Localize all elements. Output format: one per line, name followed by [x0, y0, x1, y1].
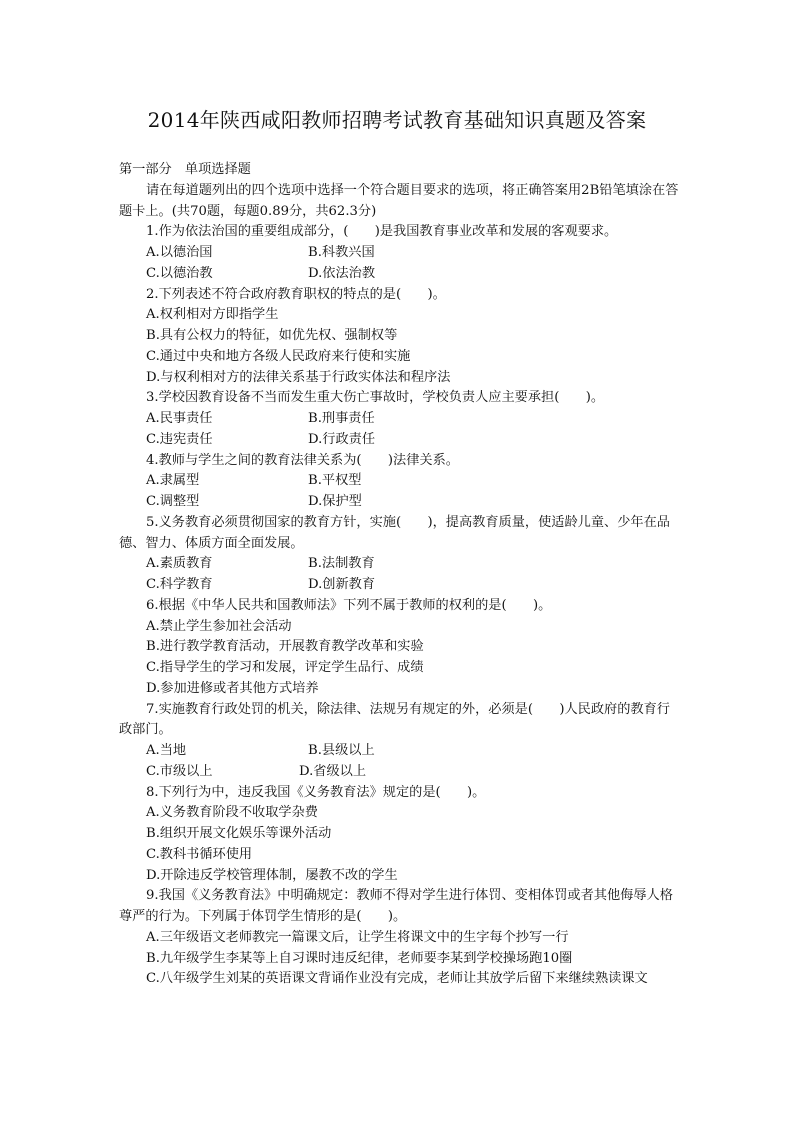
option: B.组织开展文化娱乐等课外活动	[146, 826, 332, 841]
option-row	[119, 762, 679, 783]
option: B.县级以上	[308, 743, 375, 758]
option: B.进行教学教育活动，开展教育教学改革和实验	[146, 639, 424, 655]
option: D.参加进修或者其他方式培养	[146, 680, 319, 696]
exam-content	[119, 160, 679, 990]
option: A.权利相对方即指学生	[146, 307, 279, 323]
question-stem: 4.教师与学生之间的教育法律关系为( )法律关系。	[146, 452, 459, 468]
option-row	[119, 264, 679, 285]
option-row	[119, 741, 679, 762]
question-stem: 3.学校因教育设备不当而发生重大伤亡事故时，学校负责人应主要承担( )。	[146, 390, 605, 406]
option: D.省级以上	[299, 763, 367, 779]
option: C.以德治教	[146, 265, 213, 281]
option-row	[119, 575, 679, 596]
option: D.开除违反学校管理体制，屡教不改的学生	[146, 867, 398, 883]
section-heading: 第一部分 单项选择题	[119, 162, 251, 177]
question-stem: 5.义务教育必须贯彻国家的教育方针，实施( )，提高教育质量，使适龄儿童、少年在品德、智力、体质方面全面发展。	[119, 514, 670, 551]
option: C.通过中央和地方各级人民政府来行使和实施	[146, 348, 411, 364]
option: B.科教兴国	[308, 245, 375, 260]
option: C.市级以上	[146, 763, 213, 779]
option: C.违宪责任	[146, 431, 213, 447]
option: B.平权型	[308, 473, 362, 489]
question-stem: 2.下列表述不符合政府教育职权的特点的是( )。	[146, 286, 446, 302]
option: B.九年级学生李某等上自习课时违反纪律，老师要李某到学校操场跑10圈	[146, 950, 573, 966]
option: A.民事责任	[146, 411, 213, 426]
option: A.以德治国	[146, 245, 213, 260]
option: D.依法治教	[308, 265, 376, 281]
option: B.法制教育	[308, 556, 375, 572]
option: A.隶属型	[146, 473, 200, 489]
question-stem: 1.作为依法治国的重要组成部分，( )是我国教育事业改革和发展的客观要求。	[146, 224, 618, 240]
option: D.创新教育	[308, 577, 376, 592]
option-row	[119, 554, 679, 575]
option: D.行政责任	[308, 431, 376, 447]
option: D.保护型	[308, 494, 362, 509]
option: C.八年级学生刘某的英语课文背诵作业没有完成，老师让其放学后留下来继续熟读课文	[146, 971, 648, 987]
option: B.具有公权力的特征，如优先权、强制权等	[146, 328, 398, 343]
option: C.科学教育	[146, 577, 213, 592]
question-stem: 6.根据《中华人民共和国教师法》下列不属于教师的权利的是( )。	[146, 597, 552, 613]
option: A.素质教育	[146, 556, 213, 572]
option: B.刑事责任	[308, 411, 375, 426]
option: A.禁止学生参加社会活动	[146, 618, 292, 634]
option: C.教科书循环使用	[146, 846, 253, 862]
option: C.指导学生的学习和发展，评定学生品行、成绩	[146, 660, 424, 675]
option: A.三年级语文老师教完一篇课文后，让学生将课文中的生字每个抄写一行	[146, 929, 569, 945]
option-row	[119, 409, 679, 430]
option-row	[119, 430, 679, 451]
instructions-paragraph: 请在每道题列出的四个选项中选择一个符合题目要求的选项，将正确答案用2B铅笔填涂在答题卡上。(共70题，每题0.89分，共62.3分)	[119, 182, 679, 219]
option: D.与权利相对方的法律关系基于行政实体法和程序法	[146, 369, 451, 385]
option-row	[119, 492, 679, 513]
option: A.当地	[146, 743, 187, 758]
question-stem: 7.实施教育行政处罚的机关，除法律、法规另有规定的外，必须是( )人民政府的教育行政部门。	[119, 701, 670, 738]
question-stem: 9.我国《义务教育法》中明确规定：教师不得对学生进行体罚、变相体罚或者其他侮辱人格尊严的行为。下列属于体罚学生情形的是( )。	[119, 888, 673, 924]
option: A.义务教育阶段不收取学杂费	[146, 805, 318, 821]
option: C.调整型	[146, 494, 200, 509]
question-stem: 8.下列行为中，违反我国《义务教育法》规定的是( )。	[146, 784, 486, 800]
option-row	[119, 471, 679, 492]
option-row	[119, 243, 679, 264]
page-title: 2014年陕西咸阳教师招聘考试教育基础知识真题及答案	[147, 108, 647, 132]
